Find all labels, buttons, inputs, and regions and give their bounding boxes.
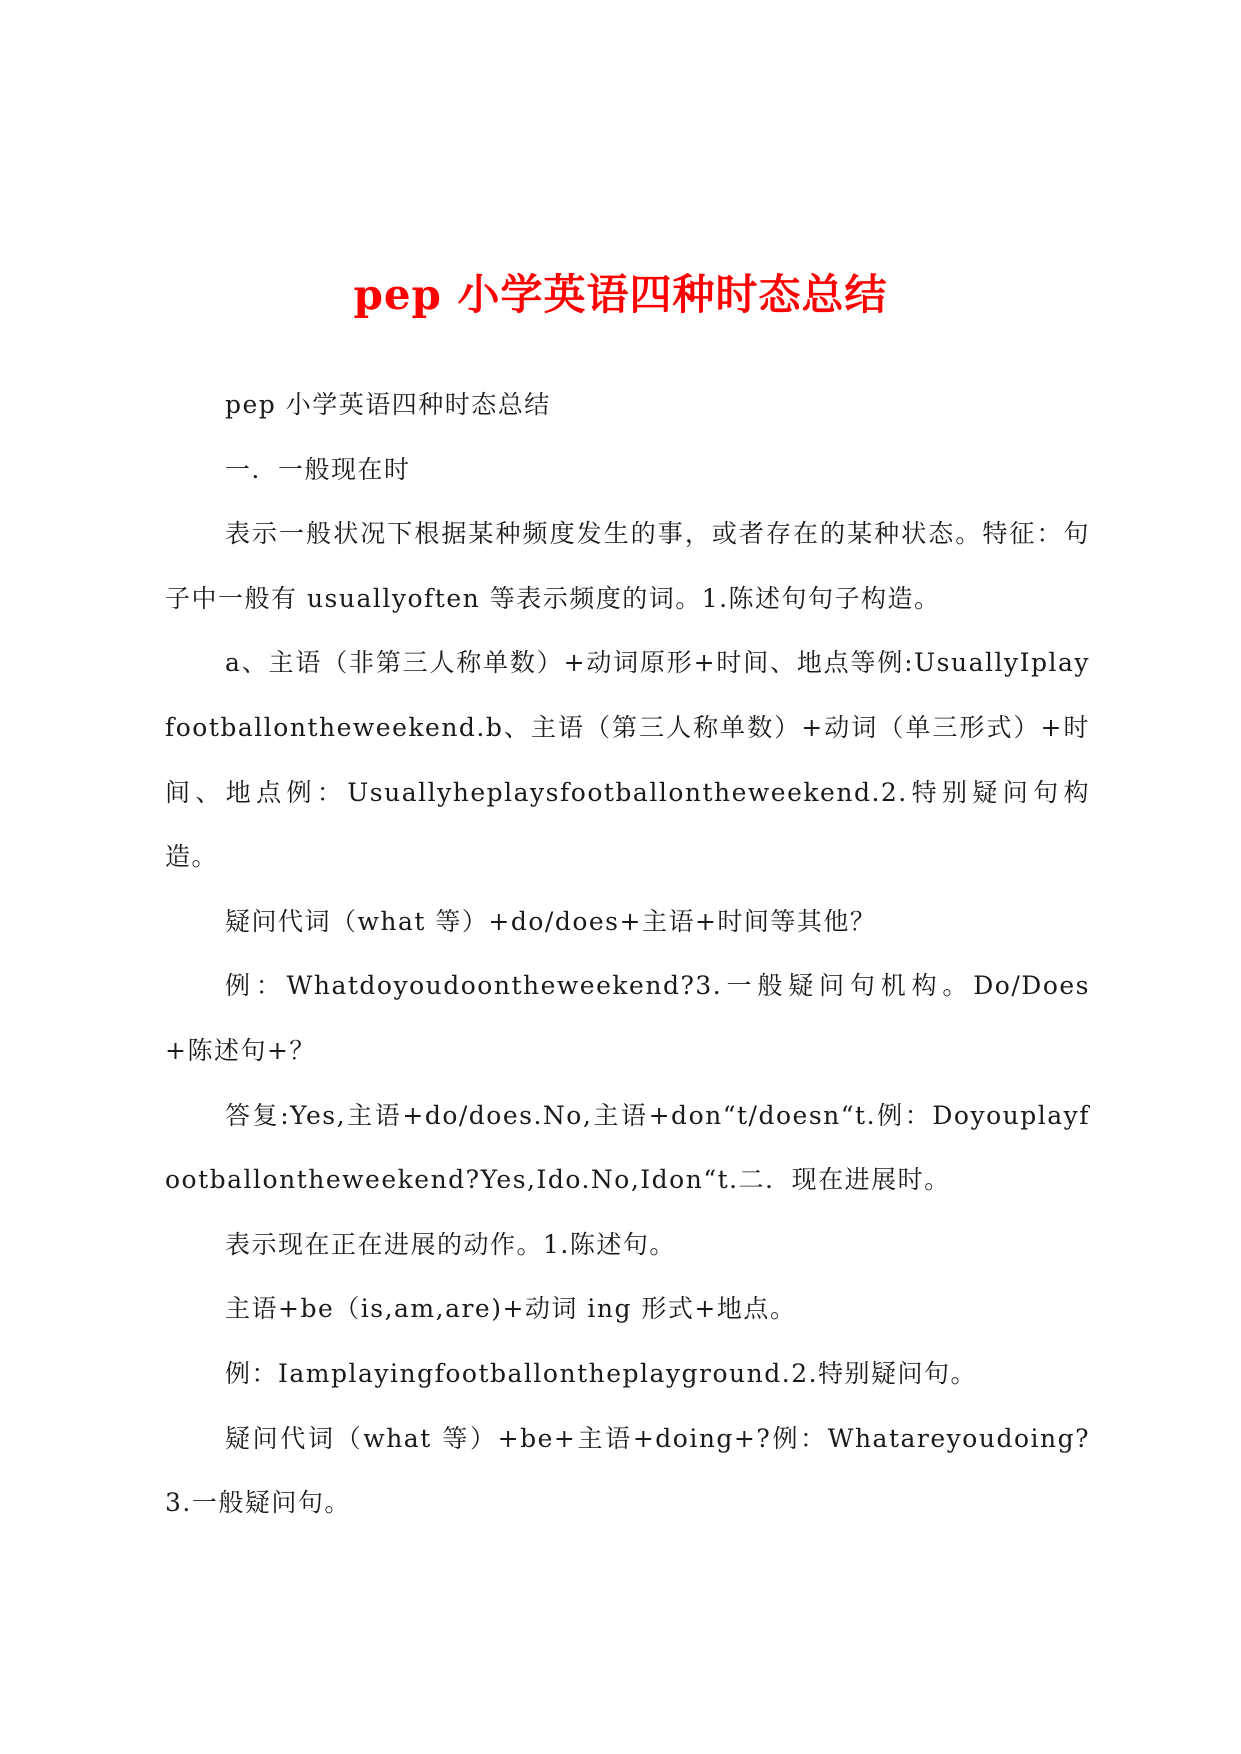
paragraph: 疑问代词（what 等）+do/does+主语+时间等其他？ <box>225 906 877 936</box>
paragraph: 例：Whatdoyoudoontheweekend?3.一般疑问句机构。Do/Does+陈述句+？ <box>165 971 1090 1065</box>
paragraph: a、主语（非第三人称单数）+动词原形+时间、地点等例:UsuallyIplayfootballontheweekend.b、主语（第三人称单数）+动词（单三形式）+时间、地点例：Usuallyheplaysfootballontheweekend.2.特别疑问句构造。 <box>165 648 1090 872</box>
paragraph: 表示现在正在进展的动作。1.陈述句。 <box>225 1229 676 1259</box>
document-title: pep 小学英语四种时态总结 <box>353 270 888 319</box>
paragraph: 例：Iamplayingfootballontheplayground.2.特别疑问句。 <box>225 1358 978 1388</box>
paragraph: 疑问代词（what 等）+be+主语+doing+?例：Whatareyoudoing?3.一般疑问句。 <box>165 1423 1090 1518</box>
paragraph: 答复:Yes,主语+do/does.No,主语+don“t/doesn“t.例：Doyouplayfootballontheweekend?Yes,Ido.No,Idon“t.二．现在进展时。 <box>165 1100 1090 1195</box>
document-body <box>165 373 1090 1536</box>
paragraph: 表示一般状况下根据某种频度发生的事，或者存在的某种状态。特征：句子中一般有 usuallyoften 等表示频度的词。1.陈述句句子构造。 <box>165 519 1090 613</box>
paragraph: pep 小学英语四种时态总结 <box>225 390 551 419</box>
paragraph: 一．一般现在时 <box>225 454 411 484</box>
paragraph: 主语+be（is,am,are)+动词 ing 形式+地点。 <box>225 1294 797 1324</box>
